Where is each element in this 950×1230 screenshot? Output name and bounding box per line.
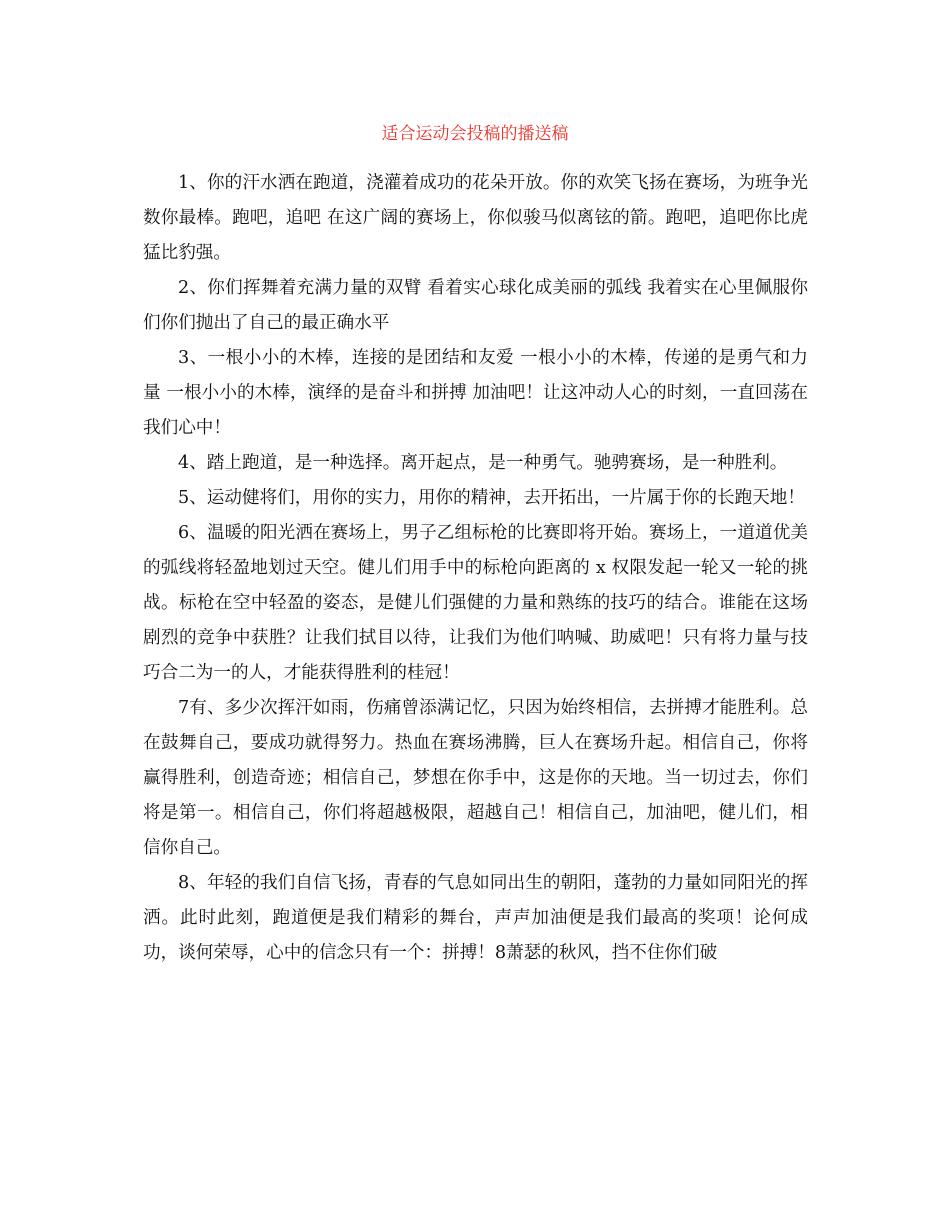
- paragraph-8: 8、年轻的我们自信飞扬，青春的气息如同出生的朝阳，蓬勃的力量如同阳光的挥洒。此时此刻，跑道便是我们精彩的舞台，声声加油便是我们最高的奖项！论何成功，谈何荣辱，心中的信念只有一个：拼搏！8萧瑟的秋风，挡不住你们破: [143, 873, 808, 963]
- paragraph-1: 1、你的汗水洒在跑道，浇灌着成功的花朵开放。你的欢笑飞扬在赛场，为班争光数你最棒。跑吧，追吧 在这广阔的赛场上，你似骏马似离铉的箭。跑吧，追吧你比虎猛比豹强。: [143, 173, 808, 263]
- paragraph-3: 3、一根小小的木棒，连接的是团结和友爱 一根小小的木棒，传递的是勇气和力量 一根小小的木棒，演绎的是奋斗和拼搏 加油吧！让这冲动人心的时刻，一直回荡在我们心中！: [143, 348, 808, 438]
- document-title: 适合运动会投稿的播送稿: [381, 124, 569, 144]
- document-body: [143, 166, 808, 971]
- paragraph-2: 2、你们挥舞着充满力量的双臂 看着实心球化成美丽的弧线 我着实在心里佩服你们你们抛出了自己的最正确水平: [143, 278, 808, 333]
- paragraph-4: 4、踏上跑道，是一种选择。离开起点，是一种勇气。驰骋赛场，是一种胜利。: [178, 453, 788, 473]
- paragraph-5: 5、运动健将们，用你的实力，用你的精神，去开拓出，一片属于你的长跑天地！: [178, 488, 805, 508]
- paragraph-6: 6、温暖的阳光洒在赛场上，男子乙组标枪的比赛即将开始。赛场上，一道道优美的弧线将轻盈地划过天空。健儿们用手中的标枪向距离的 x 权限发起一轮又一轮的挑战。标枪在空中轻盈的姿态，是健儿们强健的力量和熟练的技巧的结合。谁能在这场剧烈的竞争中获胜？让我们拭目以待，让我们为他们呐喊、助威吧！只有将力量与技巧合二为一的人，才能获得胜利的桂冠！: [143, 523, 808, 683]
- paragraph-7: 7有、多少次挥汗如雨，伤痛曾添满记忆，只因为始终相信，去拼搏才能胜利。总在鼓舞自己，要成功就得努力。热血在赛场沸腾，巨人在赛场升起。相信自己，你将赢得胜利，创造奇迹；相信自己，梦想在你手中，这是你的天地。当一切过去，你们将是第一。相信自己，你们将超越极限，超越自己！相信自己，加油吧，健儿们，相信你自己。: [143, 698, 808, 858]
